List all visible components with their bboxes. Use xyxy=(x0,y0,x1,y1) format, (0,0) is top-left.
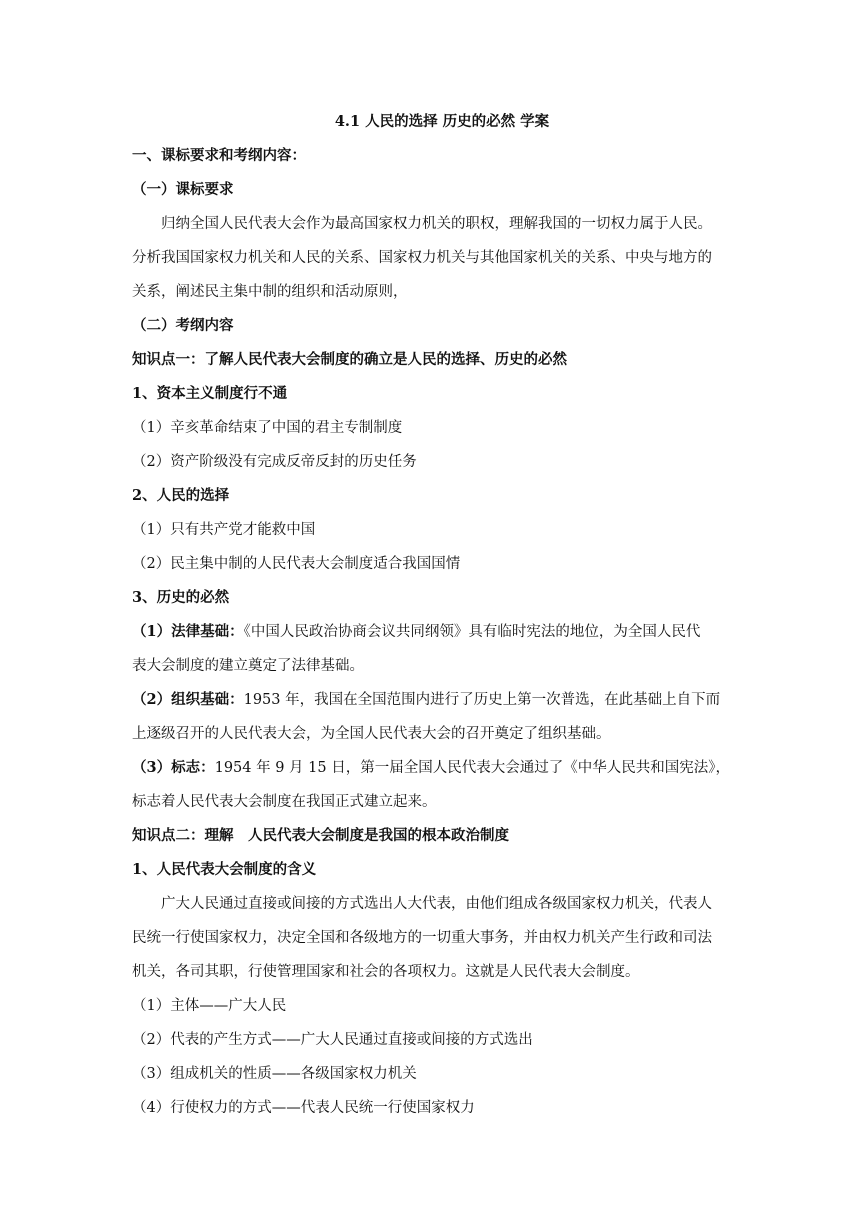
page-title: 4.1 人民的选择 历史的必然 学案 xyxy=(334,113,550,130)
knowledge-point-heading: 知识点一：了解人民代表大会制度的确立是人民的选择、历史的必然 xyxy=(132,351,567,368)
paragraph-line: 表大会制度的建立奠定了法律基础。 xyxy=(132,658,364,674)
knowledge-point-heading: 知识点二：理解 人民代表大会制度是我国的根本政治制度 xyxy=(132,827,509,844)
list-item: （1）主体——广大人民 xyxy=(132,998,287,1014)
paragraph-line: 民统一行使国家权力，决定全国和各级地方的一切重大事务，并由权力机关产生行政和司法 xyxy=(132,930,712,946)
document-body xyxy=(132,112,732,1132)
topic-heading: 3、历史的必然 xyxy=(132,589,230,606)
paragraph-line: 分析我国国家权力机关和人民的关系、国家权力机关与其他国家机关的关系、中央与地方的 xyxy=(132,250,712,266)
labeled-paragraph xyxy=(132,758,732,826)
paragraph xyxy=(132,214,732,316)
paragraph-line: 关系，阐述民主集中制的组织和活动原则， xyxy=(132,284,408,300)
paragraph-line: 归纳全国人民代表大会作为最高国家权力机关的职权，理解我国的一切权力属于人民。 xyxy=(161,216,712,232)
list-item: （2）代表的产生方式——广大人民通过直接或间接的方式选出 xyxy=(132,1032,533,1048)
paragraph-line: 机关，各司其职，行使管理国家和社会的各项权力。这就是人民代表大会制度。 xyxy=(132,964,640,980)
paragraph-line: 广大人民通过直接或间接的方式选出人大代表，由他们组成各级国家权力机关，代表人 xyxy=(161,896,712,912)
item-label: （3）标志： xyxy=(132,759,215,776)
list-item: （1）辛亥革命结束了中国的君主专制制度 xyxy=(132,420,403,436)
item-label: （2）组织基础： xyxy=(132,691,244,708)
paragraph-line: 上逐级召开的人民代表大会，为全国人民代表大会的召开奠定了组织基础。 xyxy=(132,726,611,742)
labeled-paragraph xyxy=(132,690,732,758)
list-item: （1）只有共产党才能救中国 xyxy=(132,522,316,538)
topic-heading: 1、资本主义制度行不通 xyxy=(132,385,288,402)
section-heading: 一、课标要求和考纲内容： xyxy=(132,147,306,164)
list-item: （4）行使权力的方式——代表人民统一行使国家权力 xyxy=(132,1100,475,1116)
topic-heading: 2、人民的选择 xyxy=(132,487,230,504)
subsection-heading: （一）课标要求 xyxy=(132,181,234,198)
labeled-paragraph xyxy=(132,622,732,690)
list-item: （3）组成机关的性质——各级国家权力机关 xyxy=(132,1066,417,1082)
paragraph-line xyxy=(132,758,732,792)
paragraph-line: 标志着人民代表大会制度在我国正式建立起来。 xyxy=(132,794,437,810)
subsection-heading: （二）考纲内容 xyxy=(132,317,234,334)
list-item: （2）资产阶级没有完成反帝反封的历史任务 xyxy=(132,454,417,470)
list-item: （2）民主集中制的人民代表大会制度适合我国国情 xyxy=(132,556,461,572)
item-text: 1954 年 9 月 15 日，第一届全国人民代表大会通过了《中华人民共和国宪法》， xyxy=(214,760,730,776)
topic-heading: 1、人民代表大会制度的含义 xyxy=(132,861,317,878)
item-text: 《中国人民政治协商会议共同纲领》具有临时宪法的地位，为全国人民代 xyxy=(243,624,701,640)
paragraph-line xyxy=(132,622,732,656)
paragraph xyxy=(132,894,732,996)
item-text: 1953 年，我国在全国范围内进行了历史上第一次普选，在此基础上自下而 xyxy=(243,692,721,708)
item-label: （1）法律基础： xyxy=(132,623,244,640)
paragraph-line xyxy=(132,690,732,724)
